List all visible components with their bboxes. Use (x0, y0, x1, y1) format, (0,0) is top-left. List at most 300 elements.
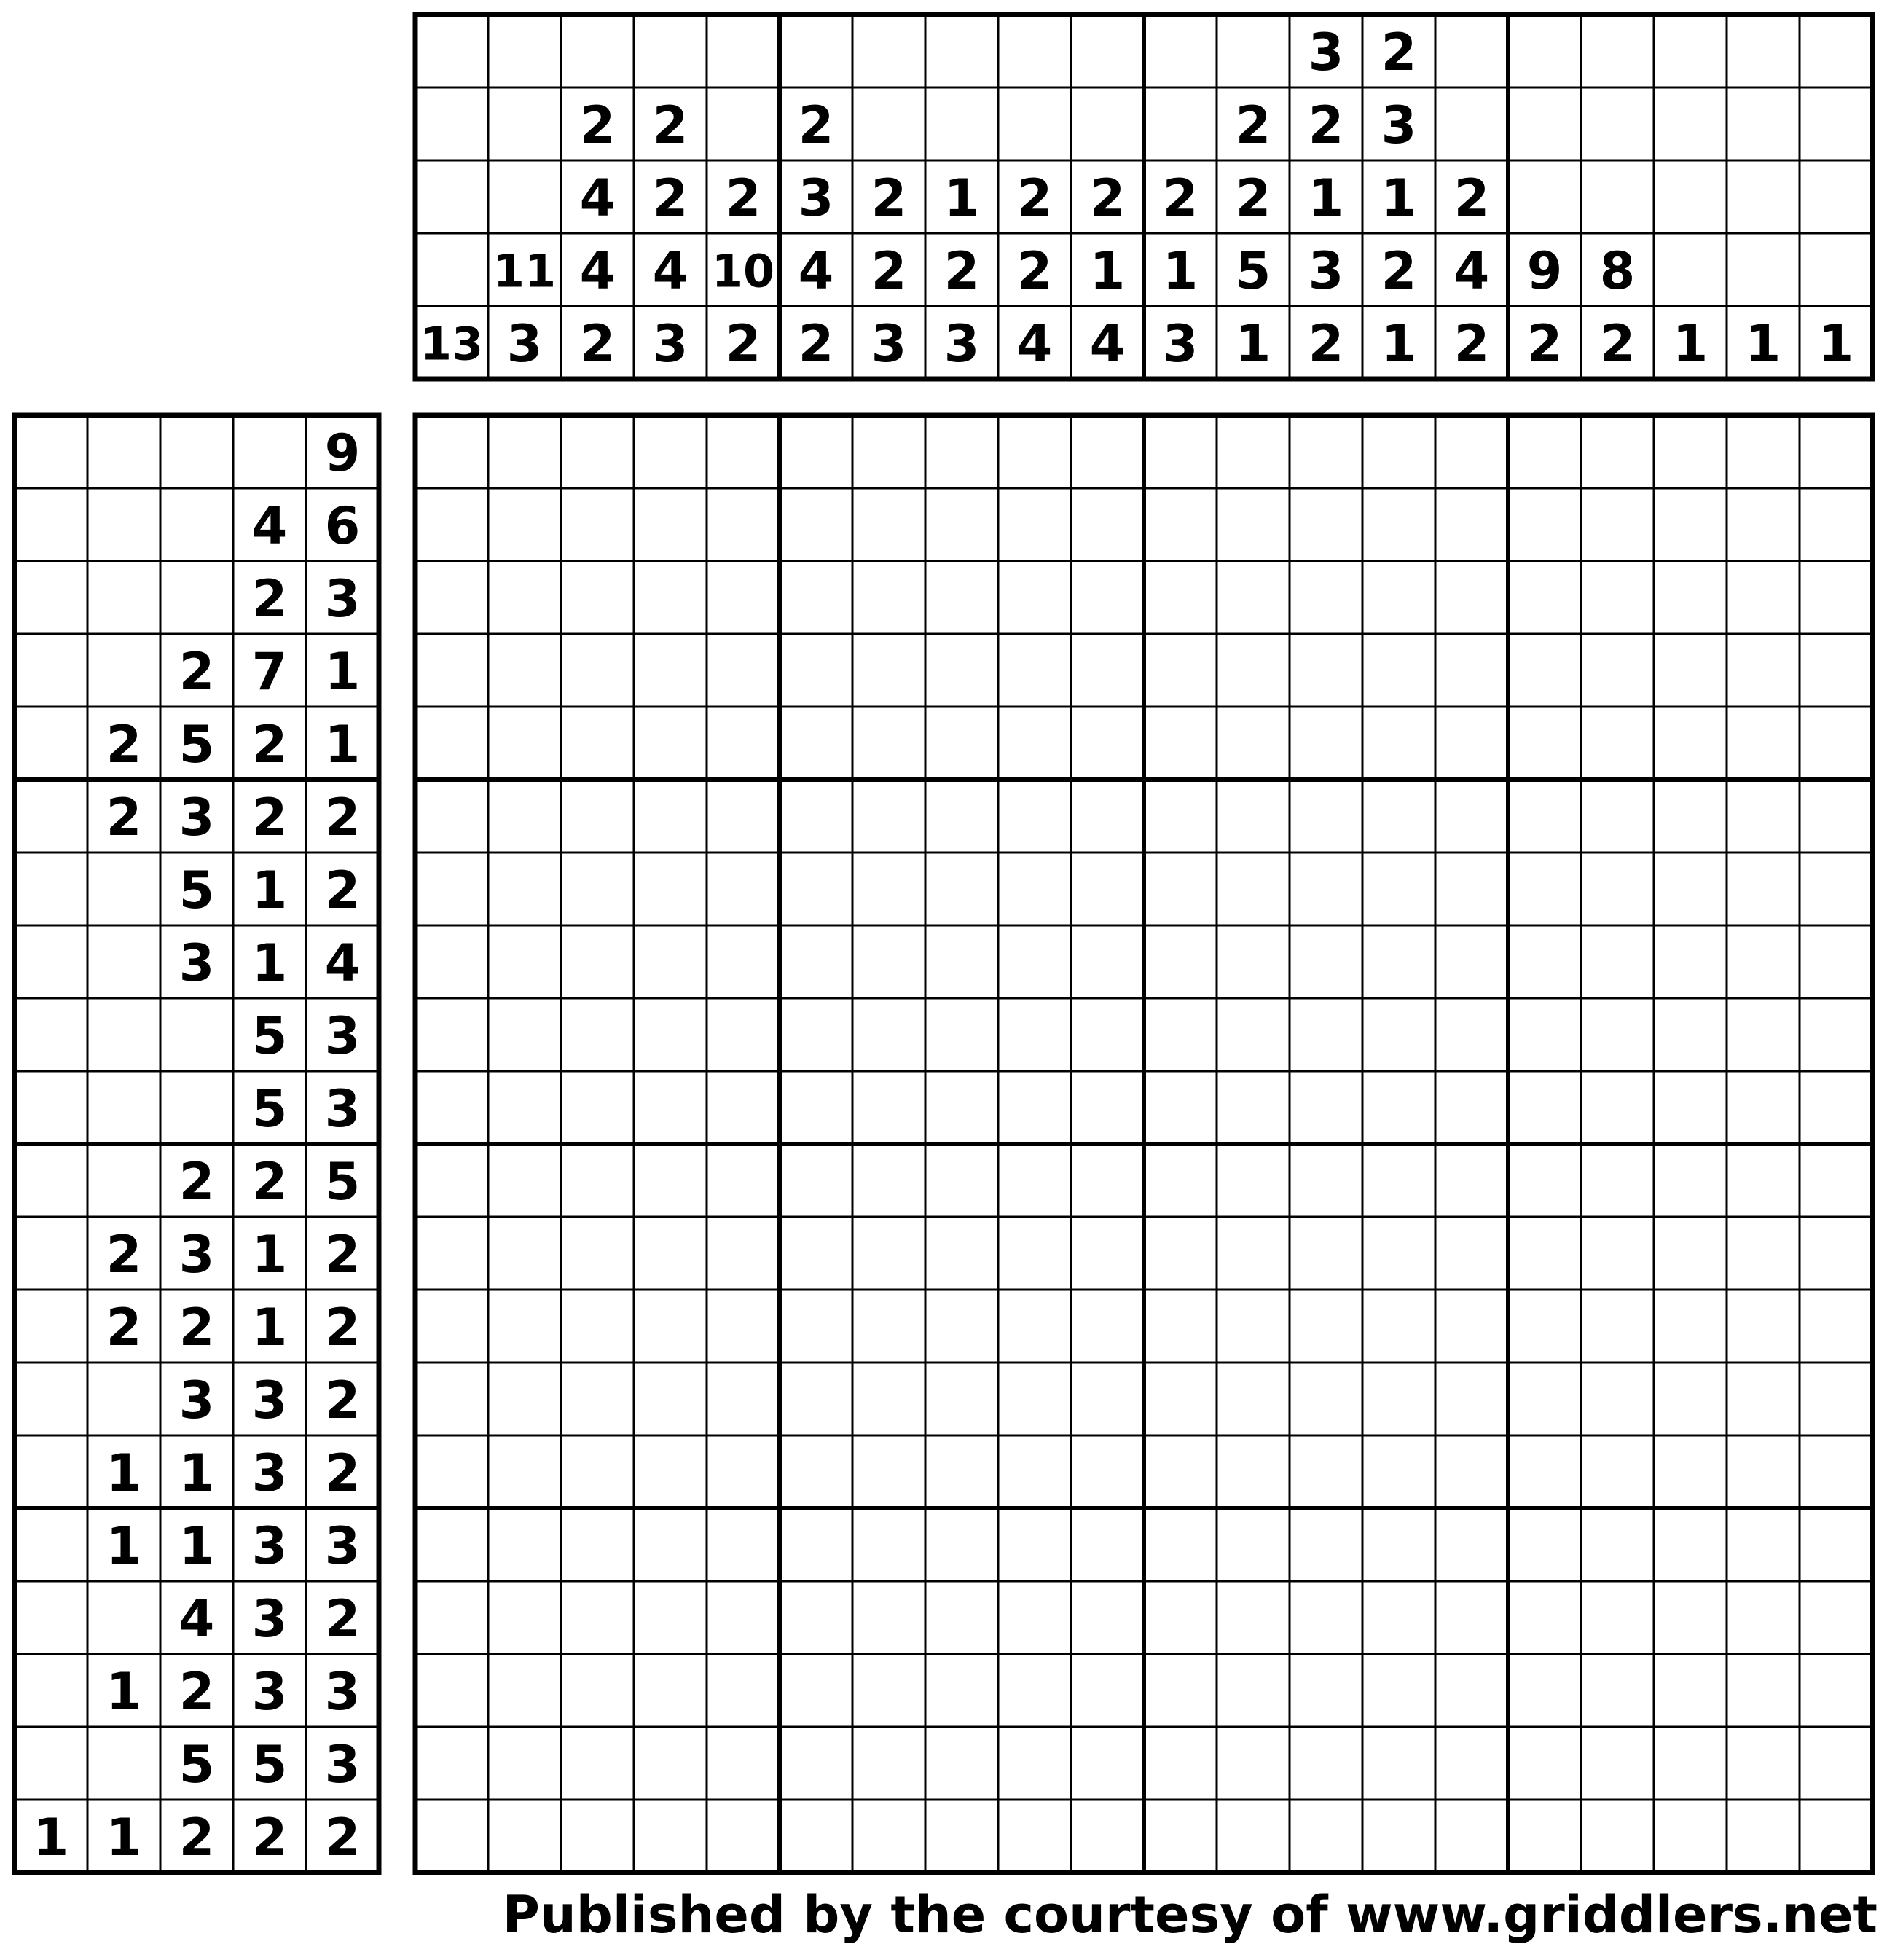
grid-cell[interactable] (1435, 1290, 1508, 1363)
grid-cell[interactable] (1800, 488, 1872, 561)
grid-cell[interactable] (1508, 488, 1581, 561)
grid-cell[interactable] (1362, 1654, 1435, 1727)
grid-cell[interactable] (780, 488, 852, 561)
grid-cell[interactable] (1654, 1363, 1727, 1435)
grid-cell[interactable] (998, 1727, 1071, 1800)
grid-cell[interactable] (707, 1217, 780, 1290)
grid-cell[interactable] (1654, 925, 1727, 998)
grid-cell[interactable] (1508, 415, 1581, 488)
grid-cell[interactable] (1362, 634, 1435, 707)
grid-cell[interactable] (925, 852, 998, 925)
grid-cell[interactable] (634, 1071, 707, 1144)
grid-cell[interactable] (488, 1144, 561, 1217)
grid-cell[interactable] (707, 415, 780, 488)
grid-cell[interactable] (1581, 998, 1654, 1071)
grid-cell[interactable] (852, 998, 925, 1071)
grid-cell[interactable] (1071, 1290, 1144, 1363)
grid-cell[interactable] (1071, 1435, 1144, 1508)
grid-cell[interactable] (488, 415, 561, 488)
grid-cell[interactable] (707, 707, 780, 780)
grid-cell[interactable] (415, 1800, 488, 1873)
grid-cell[interactable] (1800, 1071, 1872, 1144)
grid-cell[interactable] (415, 1508, 488, 1581)
grid-cell[interactable] (415, 780, 488, 852)
grid-cell[interactable] (852, 852, 925, 925)
grid-cell[interactable] (488, 925, 561, 998)
grid-cell[interactable] (561, 1727, 634, 1800)
grid-cell[interactable] (1217, 634, 1290, 707)
grid-cell[interactable] (1290, 852, 1362, 925)
grid-cell[interactable] (1800, 561, 1872, 634)
grid-cell[interactable] (1144, 925, 1217, 998)
grid-cell[interactable] (1654, 1508, 1727, 1581)
grid-cell[interactable] (1217, 707, 1290, 780)
grid-cell[interactable] (1435, 707, 1508, 780)
grid-cell[interactable] (707, 1435, 780, 1508)
grid-cell[interactable] (415, 1071, 488, 1144)
grid-cell[interactable] (780, 1727, 852, 1800)
grid-cell[interactable] (780, 1071, 852, 1144)
grid-cell[interactable] (1508, 780, 1581, 852)
grid-cell[interactable] (1654, 1800, 1727, 1873)
grid-cell[interactable] (1654, 1290, 1727, 1363)
grid-cell[interactable] (852, 780, 925, 852)
grid-cell[interactable] (1727, 1290, 1800, 1363)
grid-cell[interactable] (1654, 415, 1727, 488)
grid-cell[interactable] (780, 1217, 852, 1290)
grid-cell[interactable] (852, 1363, 925, 1435)
grid-cell[interactable] (707, 1508, 780, 1581)
grid-cell[interactable] (1508, 998, 1581, 1071)
grid-cell[interactable] (1362, 561, 1435, 634)
puzzle-grid[interactable] (415, 415, 1872, 1873)
grid-cell[interactable] (634, 780, 707, 852)
grid-cell[interactable] (1217, 415, 1290, 488)
grid-cell[interactable] (1727, 1363, 1800, 1435)
grid-cell[interactable] (1435, 780, 1508, 852)
grid-cell[interactable] (1654, 998, 1727, 1071)
grid-cell[interactable] (1071, 1581, 1144, 1654)
grid-cell[interactable] (1800, 1290, 1872, 1363)
grid-cell[interactable] (561, 1071, 634, 1144)
grid-cell[interactable] (1144, 998, 1217, 1071)
grid-cell[interactable] (561, 1508, 634, 1581)
grid-cell[interactable] (1071, 780, 1144, 852)
grid-cell[interactable] (1800, 1144, 1872, 1217)
grid-cell[interactable] (780, 561, 852, 634)
grid-cell[interactable] (1727, 925, 1800, 998)
grid-cell[interactable] (1581, 634, 1654, 707)
grid-cell[interactable] (415, 1290, 488, 1363)
grid-cell[interactable] (1508, 1581, 1581, 1654)
grid-cell[interactable] (780, 1435, 852, 1508)
grid-cell[interactable] (1800, 634, 1872, 707)
grid-cell[interactable] (1727, 998, 1800, 1071)
grid-cell[interactable] (780, 925, 852, 998)
grid-cell[interactable] (1144, 1290, 1217, 1363)
grid-cell[interactable] (561, 852, 634, 925)
grid-cell[interactable] (852, 1290, 925, 1363)
grid-cell[interactable] (707, 1290, 780, 1363)
grid-cell[interactable] (707, 1071, 780, 1144)
grid-cell[interactable] (1071, 634, 1144, 707)
grid-cell[interactable] (488, 1290, 561, 1363)
grid-cell[interactable] (1581, 561, 1654, 634)
grid-cell[interactable] (1362, 780, 1435, 852)
grid-cell[interactable] (1727, 561, 1800, 634)
grid-cell[interactable] (1071, 415, 1144, 488)
grid-cell[interactable] (1290, 1654, 1362, 1727)
grid-cell[interactable] (707, 1581, 780, 1654)
grid-cell[interactable] (488, 1581, 561, 1654)
grid-cell[interactable] (1144, 1363, 1217, 1435)
grid-cell[interactable] (1800, 1654, 1872, 1727)
grid-cell[interactable] (634, 1800, 707, 1873)
grid-cell[interactable] (415, 1144, 488, 1217)
grid-cell[interactable] (561, 1144, 634, 1217)
grid-cell[interactable] (852, 1727, 925, 1800)
grid-cell[interactable] (925, 998, 998, 1071)
grid-cell[interactable] (1508, 1144, 1581, 1217)
grid-cell[interactable] (415, 1727, 488, 1800)
grid-cell[interactable] (561, 1217, 634, 1290)
grid-cell[interactable] (1217, 1290, 1290, 1363)
grid-cell[interactable] (1144, 1508, 1217, 1581)
grid-cell[interactable] (780, 998, 852, 1071)
grid-cell[interactable] (488, 488, 561, 561)
grid-cell[interactable] (1727, 1727, 1800, 1800)
grid-cell[interactable] (634, 1363, 707, 1435)
grid-cell[interactable] (998, 415, 1071, 488)
grid-cell[interactable] (1727, 1508, 1800, 1581)
grid-cell[interactable] (707, 1800, 780, 1873)
grid-cell[interactable] (1800, 1217, 1872, 1290)
grid-cell[interactable] (925, 780, 998, 852)
grid-cell[interactable] (1217, 1071, 1290, 1144)
grid-cell[interactable] (1362, 1290, 1435, 1363)
grid-cell[interactable] (1800, 925, 1872, 998)
grid-cell[interactable] (1654, 1654, 1727, 1727)
grid-cell[interactable] (1435, 925, 1508, 998)
grid-cell[interactable] (1581, 1581, 1654, 1654)
grid-cell[interactable] (1800, 415, 1872, 488)
grid-cell[interactable] (852, 1217, 925, 1290)
grid-cell[interactable] (1508, 634, 1581, 707)
grid-cell[interactable] (1727, 852, 1800, 925)
grid-cell[interactable] (1435, 1581, 1508, 1654)
grid-cell[interactable] (1144, 1071, 1217, 1144)
grid-cell[interactable] (1290, 561, 1362, 634)
grid-cell[interactable] (1217, 1654, 1290, 1727)
grid-cell[interactable] (561, 707, 634, 780)
grid-cell[interactable] (1217, 1217, 1290, 1290)
grid-cell[interactable] (925, 1654, 998, 1727)
grid-cell[interactable] (1435, 1363, 1508, 1435)
grid-cell[interactable] (1071, 1144, 1144, 1217)
grid-cell[interactable] (1654, 634, 1727, 707)
grid-cell[interactable] (852, 925, 925, 998)
grid-cell[interactable] (1217, 1508, 1290, 1581)
grid-cell[interactable] (780, 1654, 852, 1727)
grid-cell[interactable] (1290, 998, 1362, 1071)
grid-cell[interactable] (561, 1800, 634, 1873)
grid-cell[interactable] (1362, 1071, 1435, 1144)
grid-cell[interactable] (1435, 1217, 1508, 1290)
grid-cell[interactable] (1800, 1363, 1872, 1435)
grid-cell[interactable] (1290, 634, 1362, 707)
grid-cell[interactable] (1654, 1581, 1727, 1654)
grid-cell[interactable] (852, 1435, 925, 1508)
grid-cell[interactable] (707, 1144, 780, 1217)
grid-cell[interactable] (1508, 852, 1581, 925)
grid-cell[interactable] (1362, 998, 1435, 1071)
grid-cell[interactable] (1581, 707, 1654, 780)
grid-cell[interactable] (1727, 1144, 1800, 1217)
grid-cell[interactable] (1654, 561, 1727, 634)
grid-cell[interactable] (634, 415, 707, 488)
grid-cell[interactable] (1362, 1217, 1435, 1290)
grid-cell[interactable] (1217, 925, 1290, 998)
grid-cell[interactable] (488, 1435, 561, 1508)
grid-cell[interactable] (1581, 415, 1654, 488)
grid-cell[interactable] (998, 1144, 1071, 1217)
grid-cell[interactable] (707, 561, 780, 634)
grid-cell[interactable] (780, 852, 852, 925)
grid-cell[interactable] (561, 1654, 634, 1727)
grid-cell[interactable] (998, 1217, 1071, 1290)
grid-cell[interactable] (925, 488, 998, 561)
grid-cell[interactable] (488, 998, 561, 1071)
grid-cell[interactable] (415, 707, 488, 780)
grid-cell[interactable] (1071, 998, 1144, 1071)
grid-cell[interactable] (1581, 1217, 1654, 1290)
grid-cell[interactable] (852, 415, 925, 488)
grid-cell[interactable] (1435, 1508, 1508, 1581)
grid-cell[interactable] (998, 488, 1071, 561)
grid-cell[interactable] (707, 925, 780, 998)
grid-cell[interactable] (488, 1727, 561, 1800)
grid-cell[interactable] (1071, 1800, 1144, 1873)
grid-cell[interactable] (561, 634, 634, 707)
grid-cell[interactable] (1654, 1144, 1727, 1217)
grid-cell[interactable] (925, 1727, 998, 1800)
grid-cell[interactable] (780, 1508, 852, 1581)
grid-cell[interactable] (634, 1435, 707, 1508)
grid-cell[interactable] (780, 1800, 852, 1873)
grid-cell[interactable] (1581, 1800, 1654, 1873)
grid-cell[interactable] (1800, 1800, 1872, 1873)
grid-cell[interactable] (634, 1290, 707, 1363)
grid-cell[interactable] (415, 998, 488, 1071)
grid-cell[interactable] (1435, 1071, 1508, 1144)
grid-cell[interactable] (707, 488, 780, 561)
grid-cell[interactable] (1727, 1435, 1800, 1508)
grid-cell[interactable] (634, 634, 707, 707)
grid-cell[interactable] (852, 1800, 925, 1873)
grid-cell[interactable] (634, 707, 707, 780)
grid-cell[interactable] (998, 707, 1071, 780)
grid-cell[interactable] (1362, 852, 1435, 925)
grid-cell[interactable] (780, 415, 852, 488)
grid-cell[interactable] (1144, 1435, 1217, 1508)
grid-cell[interactable] (1800, 1581, 1872, 1654)
grid-cell[interactable] (1581, 1435, 1654, 1508)
grid-cell[interactable] (1435, 1727, 1508, 1800)
grid-cell[interactable] (1581, 780, 1654, 852)
grid-cell[interactable] (1362, 1363, 1435, 1435)
grid-cell[interactable] (1071, 561, 1144, 634)
grid-cell[interactable] (488, 1217, 561, 1290)
grid-cell[interactable] (998, 1435, 1071, 1508)
grid-cell[interactable] (998, 1363, 1071, 1435)
grid-cell[interactable] (925, 561, 998, 634)
grid-cell[interactable] (1727, 1581, 1800, 1654)
grid-cell[interactable] (1071, 1363, 1144, 1435)
grid-cell[interactable] (707, 998, 780, 1071)
grid-cell[interactable] (488, 1071, 561, 1144)
grid-cell[interactable] (1144, 415, 1217, 488)
grid-cell[interactable] (707, 780, 780, 852)
grid-cell[interactable] (780, 707, 852, 780)
grid-cell[interactable] (998, 780, 1071, 852)
grid-cell[interactable] (1508, 561, 1581, 634)
grid-cell[interactable] (925, 1144, 998, 1217)
grid-cell[interactable] (1435, 488, 1508, 561)
grid-cell[interactable] (561, 1363, 634, 1435)
grid-cell[interactable] (561, 561, 634, 634)
grid-cell[interactable] (1435, 415, 1508, 488)
grid-cell[interactable] (1581, 1508, 1654, 1581)
grid-cell[interactable] (1654, 488, 1727, 561)
grid-cell[interactable] (998, 1581, 1071, 1654)
grid-cell[interactable] (415, 1217, 488, 1290)
grid-cell[interactable] (998, 925, 1071, 998)
grid-cell[interactable] (998, 561, 1071, 634)
grid-cell[interactable] (1654, 1435, 1727, 1508)
grid-cell[interactable] (1144, 488, 1217, 561)
grid-cell[interactable] (852, 488, 925, 561)
grid-cell[interactable] (488, 1363, 561, 1435)
grid-cell[interactable] (1290, 1144, 1362, 1217)
grid-cell[interactable] (1217, 1581, 1290, 1654)
grid-cell[interactable] (780, 780, 852, 852)
grid-cell[interactable] (707, 1654, 780, 1727)
grid-cell[interactable] (852, 707, 925, 780)
grid-cell[interactable] (1654, 1217, 1727, 1290)
grid-cell[interactable] (1800, 707, 1872, 780)
grid-cell[interactable] (1290, 780, 1362, 852)
grid-cell[interactable] (1800, 1727, 1872, 1800)
grid-cell[interactable] (1071, 852, 1144, 925)
grid-cell[interactable] (1144, 1581, 1217, 1654)
grid-cell[interactable] (1144, 1800, 1217, 1873)
grid-cell[interactable] (707, 1363, 780, 1435)
grid-cell[interactable] (561, 1435, 634, 1508)
grid-cell[interactable] (1508, 1363, 1581, 1435)
grid-cell[interactable] (998, 1654, 1071, 1727)
grid-cell[interactable] (780, 1290, 852, 1363)
grid-cell[interactable] (634, 1217, 707, 1290)
grid-cell[interactable] (925, 1217, 998, 1290)
grid-cell[interactable] (925, 1581, 998, 1654)
grid-cell[interactable] (1362, 415, 1435, 488)
grid-cell[interactable] (998, 1071, 1071, 1144)
grid-cell[interactable] (1071, 1508, 1144, 1581)
grid-cell[interactable] (1727, 1071, 1800, 1144)
grid-cell[interactable] (1727, 415, 1800, 488)
grid-cell[interactable] (1071, 1217, 1144, 1290)
grid-cell[interactable] (488, 561, 561, 634)
grid-cell[interactable] (1362, 488, 1435, 561)
grid-cell[interactable] (1435, 1654, 1508, 1727)
grid-cell[interactable] (1290, 415, 1362, 488)
grid-cell[interactable] (1508, 1508, 1581, 1581)
grid-cell[interactable] (925, 1800, 998, 1873)
grid-cell[interactable] (415, 1654, 488, 1727)
grid-cell[interactable] (1654, 780, 1727, 852)
grid-cell[interactable] (1435, 998, 1508, 1071)
grid-cell[interactable] (1654, 1071, 1727, 1144)
grid-cell[interactable] (925, 1071, 998, 1144)
grid-cell[interactable] (1217, 1727, 1290, 1800)
grid-cell[interactable] (415, 488, 488, 561)
grid-cell[interactable] (634, 1144, 707, 1217)
grid-cell[interactable] (1362, 1435, 1435, 1508)
grid-cell[interactable] (1581, 1654, 1654, 1727)
grid-cell[interactable] (1362, 707, 1435, 780)
grid-cell[interactable] (1290, 1071, 1362, 1144)
grid-cell[interactable] (1800, 1435, 1872, 1508)
grid-cell[interactable] (1581, 488, 1654, 561)
grid-cell[interactable] (1508, 1071, 1581, 1144)
grid-cell[interactable] (1217, 780, 1290, 852)
grid-cell[interactable] (1362, 1581, 1435, 1654)
grid-cell[interactable] (1727, 1800, 1800, 1873)
grid-cell[interactable] (852, 1508, 925, 1581)
grid-cell[interactable] (1362, 1508, 1435, 1581)
grid-cell[interactable] (998, 634, 1071, 707)
grid-cell[interactable] (561, 1290, 634, 1363)
grid-cell[interactable] (561, 925, 634, 998)
grid-cell[interactable] (1217, 488, 1290, 561)
grid-cell[interactable] (852, 561, 925, 634)
grid-cell[interactable] (1508, 1727, 1581, 1800)
grid-cell[interactable] (634, 852, 707, 925)
grid-cell[interactable] (1435, 852, 1508, 925)
grid-cell[interactable] (925, 634, 998, 707)
grid-cell[interactable] (1290, 1508, 1362, 1581)
grid-cell[interactable] (1362, 1727, 1435, 1800)
grid-cell[interactable] (1290, 1727, 1362, 1800)
grid-cell[interactable] (852, 1581, 925, 1654)
grid-cell[interactable] (1508, 1654, 1581, 1727)
grid-cell[interactable] (1217, 1435, 1290, 1508)
grid-cell[interactable] (1727, 634, 1800, 707)
grid-cell[interactable] (1290, 1217, 1362, 1290)
grid-cell[interactable] (1071, 925, 1144, 998)
grid-cell[interactable] (1581, 852, 1654, 925)
grid-cell[interactable] (415, 852, 488, 925)
grid-cell[interactable] (634, 998, 707, 1071)
grid-cell[interactable] (1435, 634, 1508, 707)
grid-cell[interactable] (1071, 1071, 1144, 1144)
grid-cell[interactable] (561, 415, 634, 488)
grid-cell[interactable] (415, 1363, 488, 1435)
grid-cell[interactable] (852, 1144, 925, 1217)
grid-cell[interactable] (925, 1435, 998, 1508)
grid-cell[interactable] (415, 1581, 488, 1654)
grid-cell[interactable] (1581, 1290, 1654, 1363)
